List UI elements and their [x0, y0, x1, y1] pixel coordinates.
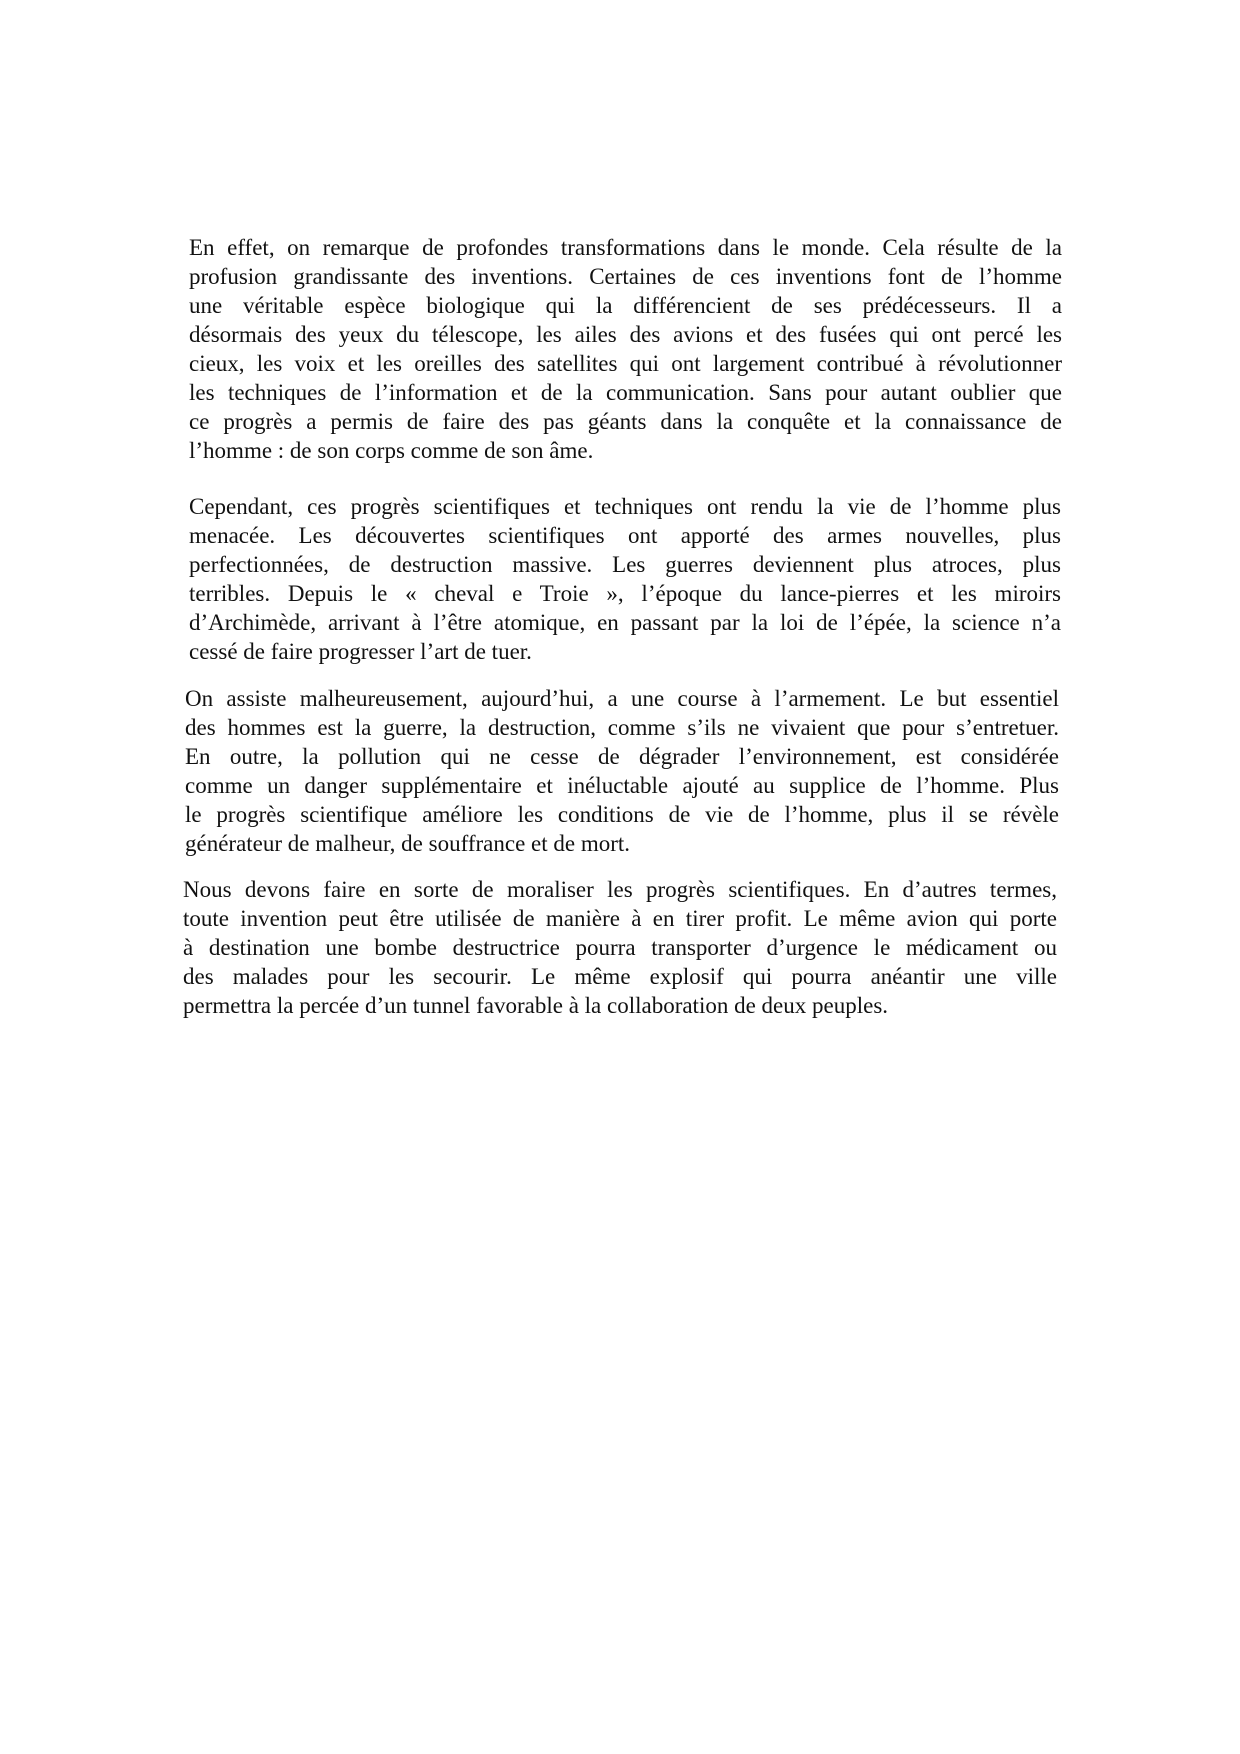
text-line: permettra la percée d’un tunnel favorable à la collaboration de deux peuples. [183, 993, 889, 1018]
text-line: cessé de faire progresser l’art de tuer. [189, 639, 532, 664]
text-line: générateur de malheur, de souffrance et de mort. [185, 831, 631, 856]
text-line: En effet, on remarque de profondes transformations dans le monde. Cela résulte de la [189, 235, 1062, 260]
paragraph-1 [189, 233, 1062, 465]
text-line: menacée. Les découvertes scientifiques ont apporté des armes nouvelles, plus [189, 523, 1061, 548]
text-line: En outre, la pollution qui ne cesse de dégrader l’environnement, est considérée [185, 744, 1059, 769]
text-line: Nous devons faire en sorte de moraliser les progrès scientifiques. En d’autres termes, [183, 877, 1057, 902]
text-line: comme un danger supplémentaire et inéluctable ajouté au supplice de l’homme. Plus [185, 773, 1059, 798]
text-line: Cependant, ces progrès scientifiques et techniques ont rendu la vie de l’homme plus [189, 494, 1061, 519]
text-line: des hommes est la guerre, la destruction, comme s’ils ne vivaient que pour s’entretuer. [185, 715, 1059, 740]
text-line: On assiste malheureusement, aujourd’hui, a une course à l’armement. Le but essentiel [185, 686, 1059, 711]
text-line: des malades pour les secourir. Le même explosif qui pourra anéantir une ville [183, 964, 1057, 989]
paragraph-4 [183, 875, 1057, 1020]
text-line: d’Archimède, arrivant à l’être atomique, en passant par la loi de l’épée, la science n’a [189, 610, 1061, 635]
text-line: une véritable espèce biologique qui la différencient de ses prédécesseurs. Il a [189, 293, 1062, 318]
text-line: les techniques de l’information et de la communication. Sans pour autant oublier que [189, 380, 1062, 405]
text-line: l’homme : de son corps comme de son âme. [189, 438, 594, 463]
text-line: profusion grandissante des inventions. Certaines de ces inventions font de l’homme [189, 264, 1062, 289]
text-line: désormais des yeux du télescope, les ailes des avions et des fusées qui ont percé les [189, 322, 1062, 347]
text-line: terribles. Depuis le « cheval e Troie », l’époque du lance-pierres et les miroirs [189, 581, 1061, 606]
text-line: le progrès scientifique améliore les conditions de vie de l’homme, plus il se révèle [185, 802, 1059, 827]
text-line: cieux, les voix et les oreilles des satellites qui ont largement contribué à révolutionner [189, 351, 1062, 376]
text-line: perfectionnées, de destruction massive. Les guerres deviennent plus atroces, plus [189, 552, 1061, 577]
paragraph-2 [189, 492, 1061, 666]
text-line: à destination une bombe destructrice pourra transporter d’urgence le médicament ou [183, 935, 1057, 960]
text-line: toute invention peut être utilisée de manière à en tirer profit. Le même avion qui porte [183, 906, 1057, 931]
text-line: ce progrès a permis de faire des pas géants dans la conquête et la connaissance de [189, 409, 1062, 434]
paragraph-3 [185, 684, 1059, 858]
